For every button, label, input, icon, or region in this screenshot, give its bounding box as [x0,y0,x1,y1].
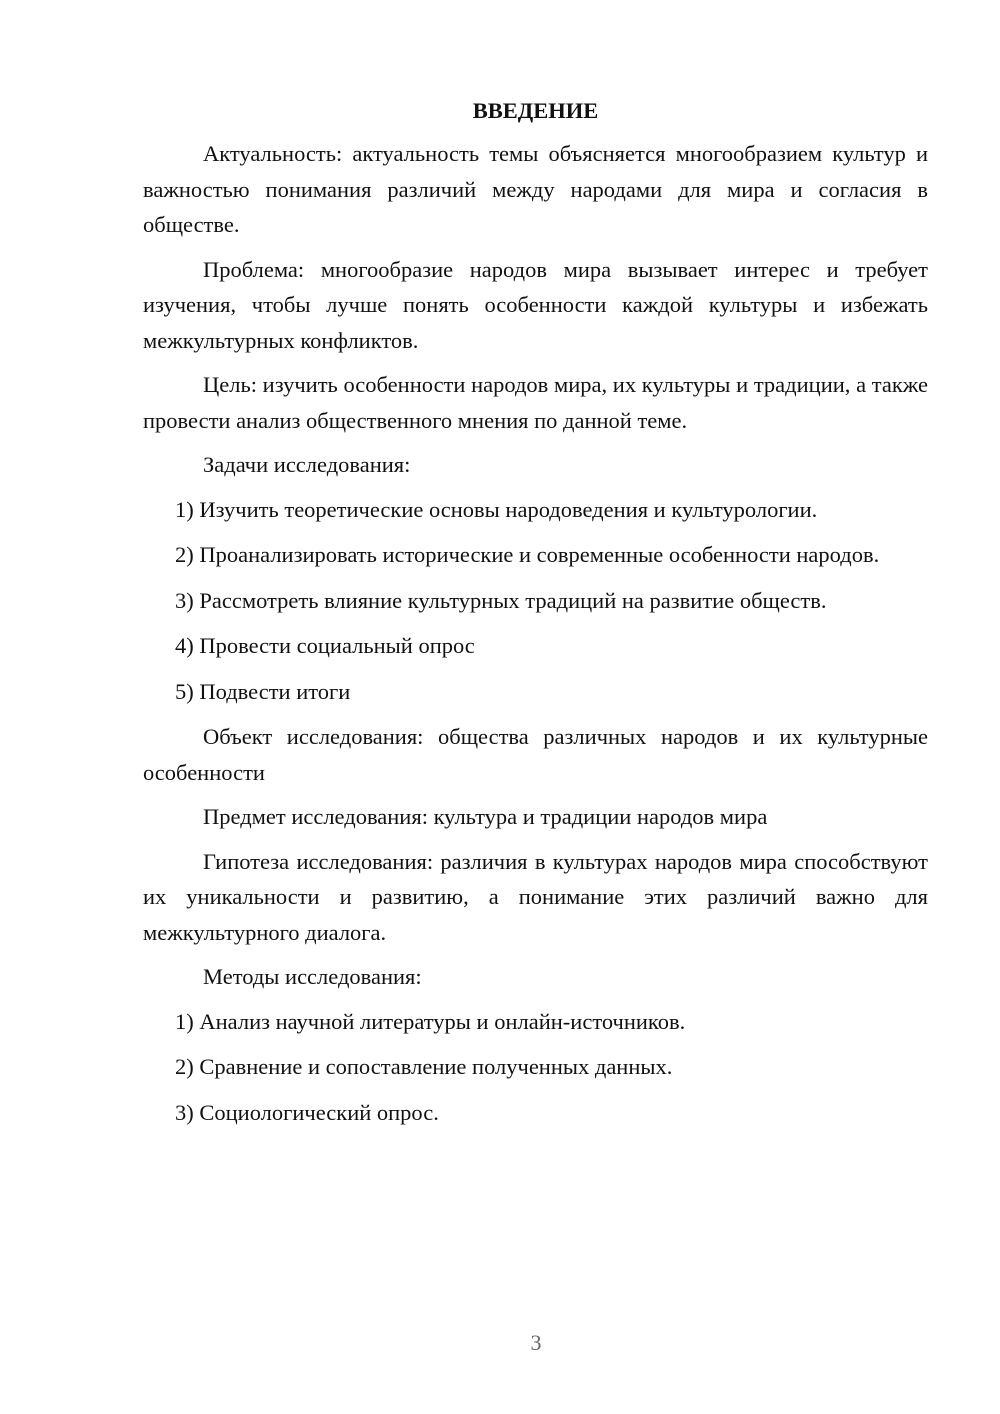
method-item-1: 1) Анализ научной литературы и онлайн-источников. [175,1008,686,1034]
task-item-2: 2) Проанализировать исторические и современные особенности народов. [175,542,880,567]
page-number: 3 [530,1330,542,1355]
tasks-heading: Задачи исследования: [203,452,411,477]
methods-heading: Методы исследования: [203,964,422,989]
method-item-2: 2) Сравнение и сопоставление полученных данных. [175,1054,673,1079]
subject-paragraph: Предмет исследования: культура и традиции народов мира [203,804,768,829]
method-item-3: 3) Социологический опрос. [175,1099,439,1125]
page-title: ВВЕДЕНИЕ [472,98,599,123]
document-body [143,93,928,1140]
task-item-3: 3) Рассмотреть влияние культурных традиций на развитие обществ. [175,587,827,613]
task-item-4: 4) Провести социальный опрос [175,633,475,658]
goal-paragraph: Цель: изучить особенности народов мира, их культуры и традиции, а также провести анализ общественного мнения по данной теме. [143,372,928,433]
relevance-paragraph: Актуальность: актуальность темы объясняется многообразием культур и важностью понимания различий между народами для мира и согласия в обществе. [143,141,928,237]
task-item-5: 5) Подвести итоги [175,678,351,704]
hypothesis-paragraph: Гипотеза исследования: различия в культурах народов мира способствуют их уникальности и развитию, а понимание этих различий важно для межкультурного диалога. [143,848,928,945]
task-item-1: 1) Изучить теоретические основы народоведения и культурологии. [175,496,818,522]
problem-paragraph: Проблема: многообразие народов мира вызывает интерес и требует изучения, чтобы лучше понять особенности каждой культуры и избежать межкультурных конфликтов. [143,256,928,353]
object-paragraph: Объект исследования: общества различных народов и их культурные особенности [143,724,928,785]
